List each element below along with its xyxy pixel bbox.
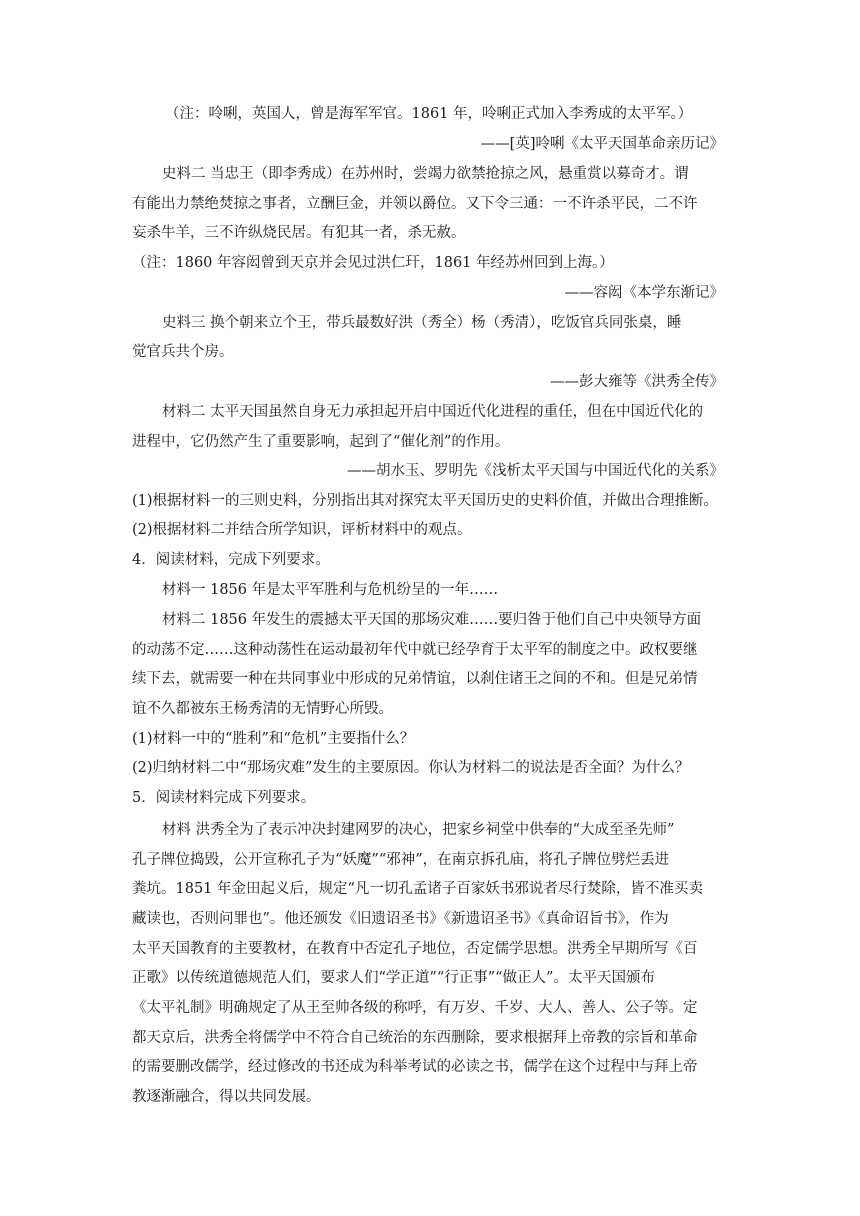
- question-heading: 4．阅读材料，完成下列要求。: [132, 552, 330, 568]
- source-citation-lindley: ——[英]呤唎《太平天国革命亲历记》: [480, 136, 724, 152]
- question-item: (1)材料一中的“胜利”和“危机”主要指什么？: [132, 731, 415, 747]
- material-paragraph-line: 的动荡不定……这种动荡性在运动最初年代中就已经孕育于太平军的制度之中。政权要继: [132, 642, 698, 658]
- material-paragraph-line: 觉官兵共个房。: [132, 344, 234, 360]
- material-paragraph-line: 谊不久都被东王杨秀清的无情野心所毁。: [132, 701, 393, 717]
- material-paragraph-line: 材料 洪秀全为了表示冲决封建网罗的决心，把家乡祠堂中供奉的“大成至圣先师”: [162, 822, 675, 838]
- material-paragraph-line: 有能出力禁绝焚掠之事者，立酬巨金，并领以爵位。又下令三通：一不许杀平民，二不许: [132, 196, 698, 212]
- material-paragraph-line: 进程中，它仍然产生了重要影响，起到了“催化剂”的作用。: [132, 434, 510, 450]
- material-paragraph-line: 孔子牌位捣毁，公开宣称孔子为“妖魔”“邪神”，在南京拆孔庙，将孔子牌位劈烂丢进: [132, 852, 670, 868]
- material-paragraph-line: 材料一 1856 年是太平军胜利与危机纷呈的一年……: [162, 582, 499, 598]
- material-paragraph-line: 太平天国教育的主要教材，在教育中否定孔子地位，否定儒学思想。洪秀全早期所写《百: [132, 941, 698, 957]
- material-paragraph-line: 材料二 1856 年发生的震撼太平天国的那场灾难……要归咎于他们自己中央领导方面: [162, 612, 702, 628]
- material-paragraph-line: 《太平礼制》明确规定了从王至帅各级的称呼，有万岁、千岁、大人、善人、公子等。定: [132, 1000, 698, 1016]
- material-paragraph-line: 粪坑。1851 年金田起义后，规定“凡一切孔孟诸子百家妖书邪说者尽行焚除，皆不准买卖: [132, 881, 703, 897]
- question-item: (1)根据材料一的三则史料，分别指出其对探究太平天国历史的史料价值，并做出合理推断。: [132, 493, 719, 509]
- material-paragraph-line: 正歌》以传统道德规范人们，要求人们“学正道”“行正事”“做正人”。太平天国颁布: [132, 970, 655, 986]
- question-item: (2)归纳材料二中“那场灾难”发生的主要原因。你认为材料二的说法是否全面？为什么？: [132, 760, 690, 776]
- material-paragraph-line: 史料三 换个朝来立个王，带兵最数好洪（秀全）杨（秀清），吃饭官兵同张桌，睡: [162, 315, 682, 331]
- material-paragraph-line: 妄杀牛羊，三不许纵烧民居。有犯其一者，杀无赦。: [132, 225, 466, 241]
- question-item: (2)根据材料二并结合所学知识，评析材料中的观点。: [132, 522, 472, 538]
- material-paragraph-line: 教逐渐融合，得以共同发展。: [132, 1089, 321, 1105]
- material-paragraph-line: 的需要删改儒学，经过修改的书还成为科举考试的必读之书，儒学在这个过程中与拜上帝: [132, 1059, 698, 1075]
- source-citation-peng: ——彭大雍等《洪秀全传》: [550, 374, 724, 390]
- material-paragraph-line: 史料二 当忠王（即李秀成）在苏州时，尝竭力欲禁抢掠之风，悬重赏以募奇才。谓: [162, 166, 689, 182]
- source-citation-hu: ——胡水玉、罗明先《浅析太平天国与中国近代化的关系》: [347, 463, 724, 479]
- note-rongh: （注：1860 年容闳曾到天京并会见过洪仁玕，1861 年经苏州回到上海。）: [132, 255, 614, 271]
- material-paragraph-line: 材料二 太平天国虽然自身无力承担起开启中国近代化进程的重任，但在中国近代化的: [162, 404, 704, 420]
- question-heading: 5．阅读材料完成下列要求。: [132, 790, 316, 806]
- material-paragraph-line: 藏读也，否则问罪也”。他还颁发《旧遗诏圣书》《新遗诏圣书》《真命诏旨书》，作为: [132, 911, 669, 927]
- material-paragraph-line: 都天京后，洪秀全将儒学中不符合自己统治的东西删除，要求根据拜上帝教的宗旨和革命: [132, 1030, 698, 1046]
- material-paragraph-line: 续下去，就需要一种在共同事业中形成的兄弟情谊，以刹住诸王之间的不和。但是兄弟情: [132, 671, 698, 687]
- source-citation-rongh: ——容闳《本学东渐记》: [564, 285, 724, 301]
- note-lindley: （注：呤唎，英国人，曾是海军军官。1861 年，呤唎正式加入李秀成的太平军。）: [165, 106, 693, 122]
